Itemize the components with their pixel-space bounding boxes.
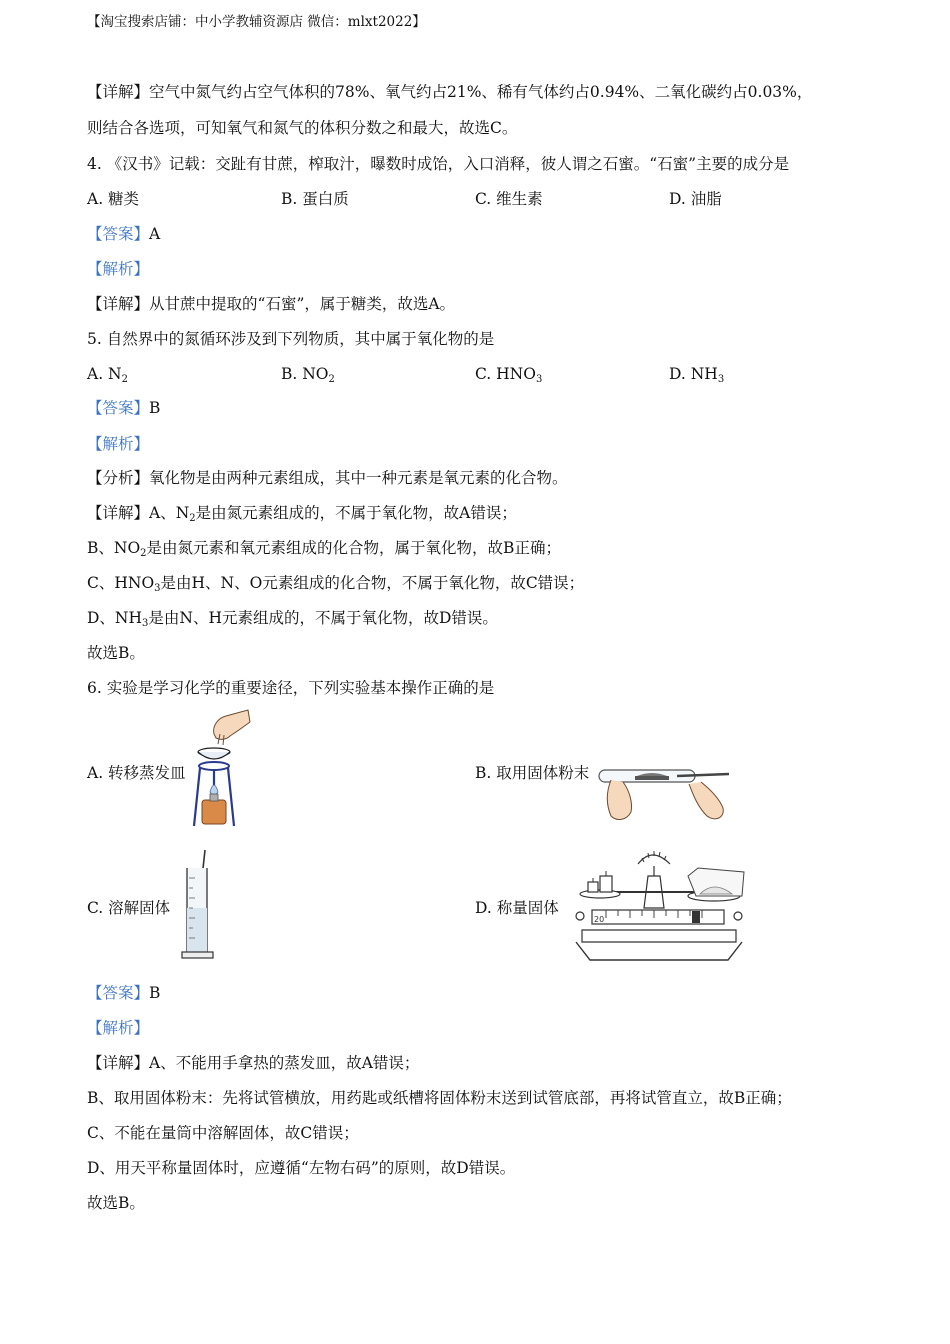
q5-detail-b-post: 是由氮元素和氧元素组成的化合物，属于氧化物，故B正确； <box>146 539 561 557</box>
q5-analysis-tag: 【解析】 <box>87 435 150 453</box>
q6-analysis-tag: 【解析】 <box>87 1019 150 1037</box>
q4-answer <box>87 224 160 244</box>
q4-detail-tag: 【详解】 <box>87 295 150 313</box>
q5-conclusion: 故选B。 <box>87 644 145 662</box>
q5-detail-c-pre: C、HNO <box>87 574 155 592</box>
q4-detail <box>87 294 455 314</box>
q6-detail-a <box>87 1053 419 1073</box>
q5-option-d-text: D. NH <box>669 365 718 383</box>
q6-option-a: A. 转移蒸发皿 <box>87 764 186 782</box>
q6-answer-tag: 【答案】 <box>87 984 150 1002</box>
q5-answer <box>87 398 160 418</box>
evaporating-dish-illustration <box>190 708 252 830</box>
q5-detail-a-post: 是由氮元素组成的，不属于氧化物，故A错误； <box>195 504 517 522</box>
q5-detail-d-pre: D、NH <box>87 609 143 627</box>
q5-detail-b-pre: B、NO <box>87 539 141 557</box>
q5-option-d-sub: 3 <box>717 374 725 385</box>
q5-detail-a <box>87 503 517 523</box>
q5-detail-d-post: 是由N、H元素组成的，不属于氧化物，故D错误。 <box>148 609 498 627</box>
q4-option-b: B. 蛋白质 <box>281 190 349 208</box>
q6-option-d: D. 称量固体 <box>475 899 559 917</box>
q5-option-b <box>281 364 335 384</box>
q3-detail-line2: 则结合各选项，可知氧气和氮气的体积分数之和最大，故选C。 <box>87 119 518 137</box>
q6-detail-tag: 【详解】 <box>87 1054 150 1072</box>
q5-detail-a-sub: 2 <box>189 513 196 524</box>
q3-detail-tag: 【详解】 <box>87 83 150 101</box>
q5-option-b-text: B. NO <box>281 365 329 383</box>
q4-answer-tag: 【答案】 <box>87 225 150 243</box>
test-tube-illustration <box>597 760 731 828</box>
scale-ruler-label: 20 <box>594 915 605 924</box>
graduated-cylinder-illustration <box>181 848 215 962</box>
q5-detail-a-pre: A、N <box>149 504 190 522</box>
q5-stem: 5. 自然界中的氮循环涉及到下列物质，其中属于氧化物的是 <box>87 330 495 348</box>
q6-detail-d: D、用天平称量固体时，应遵循“左物右码”的原则，故D错误。 <box>87 1159 516 1177</box>
q6-stem: 6. 实验是学习化学的重要途径，下列实验基本操作正确的是 <box>87 679 495 697</box>
q3-detail-line1 <box>87 82 812 102</box>
q5-option-b-sub: 2 <box>328 374 335 385</box>
q6-answer <box>87 983 160 1003</box>
q4-option-a: A. 糖类 <box>87 190 140 208</box>
q5-option-c <box>475 364 542 384</box>
q5-answer-tag: 【答案】 <box>87 399 150 417</box>
q3-detail-text1: 空气中氮气约占空气体积的78%、氧气约占21%、稀有气体约占0.94%、二氧化碳约占0.03%， <box>149 83 813 101</box>
q5-fenxi <box>87 468 568 488</box>
q6-answer-value: B <box>149 984 161 1002</box>
q5-detail-d-sub: 3 <box>142 618 149 629</box>
q5-option-d <box>669 364 724 384</box>
q4-option-d: D. 油脂 <box>669 190 722 208</box>
q6-conclusion: 故选B。 <box>87 1194 145 1212</box>
q4-analysis-tag: 【解析】 <box>87 260 150 278</box>
q5-detail-c <box>87 573 584 593</box>
q5-detail-d <box>87 608 498 628</box>
q6-option-b: B. 取用固体粉末 <box>475 764 590 782</box>
q5-fenxi-text: 氧化物是由两种元素组成，其中一种元素是氧元素的化合物。 <box>149 469 568 487</box>
q5-option-a <box>87 364 128 384</box>
q5-detail-c-post: 是由H、N、O元素组成的化合物，不属于氧化物，故C错误； <box>160 574 585 592</box>
q5-detail-tag: 【详解】 <box>87 504 150 522</box>
q6-detail-c: C、不能在量筒中溶解固体，故C错误； <box>87 1124 359 1142</box>
q5-fenxi-tag: 【分析】 <box>87 469 150 487</box>
q5-option-a-text: A. N <box>87 365 122 383</box>
q4-option-c: C. 维生素 <box>475 190 543 208</box>
q6-detail-b: B、取用固体粉末：先将试管横放，用药匙或纸槽将固体粉末送到试管底部，再将试管直立，故B正确； <box>87 1089 792 1107</box>
q5-option-c-text: C. HNO <box>475 365 536 383</box>
q4-answer-value: A <box>149 225 161 243</box>
q4-stem: 4. 《汉书》记载：交趾有甘蔗，榨取汁，曝数时成饴，入口消释，彼人谓之石蜜。“石蜜”主要的成分是 <box>87 155 790 173</box>
q5-detail-b <box>87 538 561 558</box>
q6-detail-a-text: A、不能用手拿热的蒸发皿，故A错误； <box>149 1054 420 1072</box>
balance-scale-illustration <box>572 846 748 964</box>
q5-option-c-sub: 3 <box>535 374 543 385</box>
q4-detail-text: 从甘蔗中提取的“石蜜”，属于糖类，故选A。 <box>149 295 456 313</box>
q5-option-a-sub: 2 <box>121 374 128 385</box>
q6-option-c: C. 溶解固体 <box>87 899 171 917</box>
q5-detail-c-sub: 3 <box>154 583 161 594</box>
q5-answer-value: B <box>149 399 161 417</box>
q5-detail-b-sub: 2 <box>140 548 147 559</box>
page-header: 【淘宝搜索店铺：中小学教辅资源店 微信：mlxt2022】 <box>87 14 426 30</box>
